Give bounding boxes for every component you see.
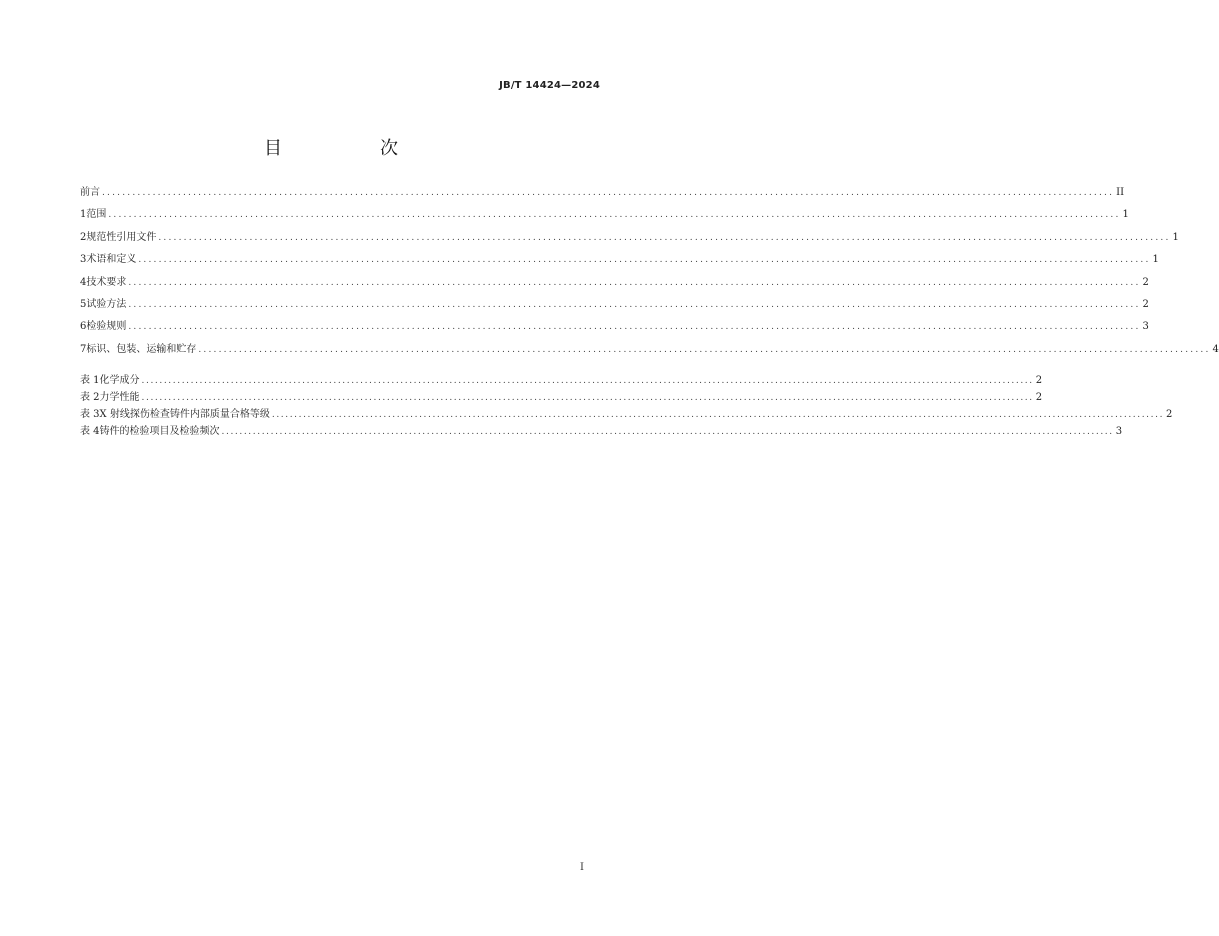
toc-page: 1 [1172, 231, 1179, 243]
table-label: 化学成分 [99, 375, 140, 386]
toc-label: 标识、包装、运输和贮存 [86, 343, 197, 355]
leader-dots: ........................................................................................................................................................................................................ [128, 322, 1141, 333]
toc-page: 4 [1212, 343, 1219, 355]
toc-page: 1 [1152, 254, 1159, 266]
leader-dots: ........................................................................................................................................................................................................ [141, 376, 1034, 386]
table-entry-4[interactable] [80, 423, 1123, 440]
toc-page: 1 [1122, 209, 1129, 221]
leader-dots: ........................................................................................................................................................................................................ [141, 393, 1034, 403]
toc-entry-6[interactable] [80, 316, 1149, 338]
toc-entry-foreword[interactable] [80, 182, 1125, 204]
leader-dots: ........................................................................................................................................................................................................ [158, 232, 1171, 243]
toc-number: 1 [80, 209, 87, 221]
table-entry-2[interactable] [80, 389, 1043, 406]
table-entry-3[interactable] [80, 406, 1173, 423]
toc-entry-5[interactable] [80, 294, 1149, 316]
toc-entry-4[interactable] [80, 272, 1149, 294]
toc-label: 技术要求 [86, 276, 127, 288]
toc-number: 4 [80, 276, 87, 288]
toc-entry-1[interactable] [80, 204, 1129, 226]
toc-page: 3 [1142, 321, 1149, 333]
toc-number: 7 [80, 343, 87, 355]
toc-label: 试验方法 [86, 298, 127, 310]
toc-number: 6 [80, 321, 87, 333]
table-entry-1[interactable] [80, 372, 1043, 389]
table-page: 2 [1166, 409, 1173, 420]
toc-entry-7[interactable] [80, 339, 1219, 361]
toc-label: 范围 [86, 209, 107, 221]
toc-entry-3[interactable] [80, 249, 1159, 271]
leader-dots: ........................................................................................................................................................................................................ [221, 427, 1114, 437]
table-label: 力学性能 [99, 392, 140, 403]
leader-dots: ........................................................................................................................................................................................................ [198, 344, 1211, 355]
toc-entry-2[interactable] [80, 227, 1179, 249]
table-number: 表 2 [80, 392, 100, 403]
leader-dots: ........................................................................................................................................................................................................ [271, 410, 1165, 420]
table-number: 表 4 [80, 426, 100, 437]
page-title: 目 次 [264, 138, 438, 159]
toc-number: 3 [80, 254, 87, 266]
standard-code: JB/T 14424—2024 [499, 80, 600, 91]
toc-number: 5 [80, 298, 87, 310]
leader-dots: ........................................................................................................................................................................................................ [102, 188, 1115, 198]
table-number: 表 1 [80, 375, 100, 386]
table-page: 2 [1035, 375, 1043, 386]
leader-dots: ........................................................................................................................................................................................................ [138, 255, 1151, 266]
toc-page: 2 [1142, 298, 1149, 310]
table-label: 铸件的检验项目及检验频次 [99, 426, 220, 437]
toc-page: II [1116, 187, 1125, 198]
table-number: 表 3 [80, 409, 100, 420]
toc-label: 前言 [80, 187, 100, 198]
toc-label: 规范性引用文件 [86, 231, 157, 243]
toc-number: 2 [80, 231, 87, 243]
table-page: 2 [1035, 392, 1043, 403]
toc-label: 检验规则 [86, 321, 127, 333]
page-number: I [580, 862, 584, 873]
toc-page: 2 [1142, 276, 1149, 288]
leader-dots: ........................................................................................................................................................................................................ [108, 210, 1121, 221]
table-page: 3 [1115, 426, 1123, 437]
leader-dots: ........................................................................................................................................................................................................ [128, 277, 1141, 288]
table-label: X 射线探伤检查铸件内部质量合格等级 [99, 409, 270, 420]
table-of-contents [80, 182, 1219, 361]
list-of-tables [80, 372, 1173, 440]
toc-label: 术语和定义 [86, 254, 137, 266]
leader-dots: ........................................................................................................................................................................................................ [128, 299, 1141, 310]
